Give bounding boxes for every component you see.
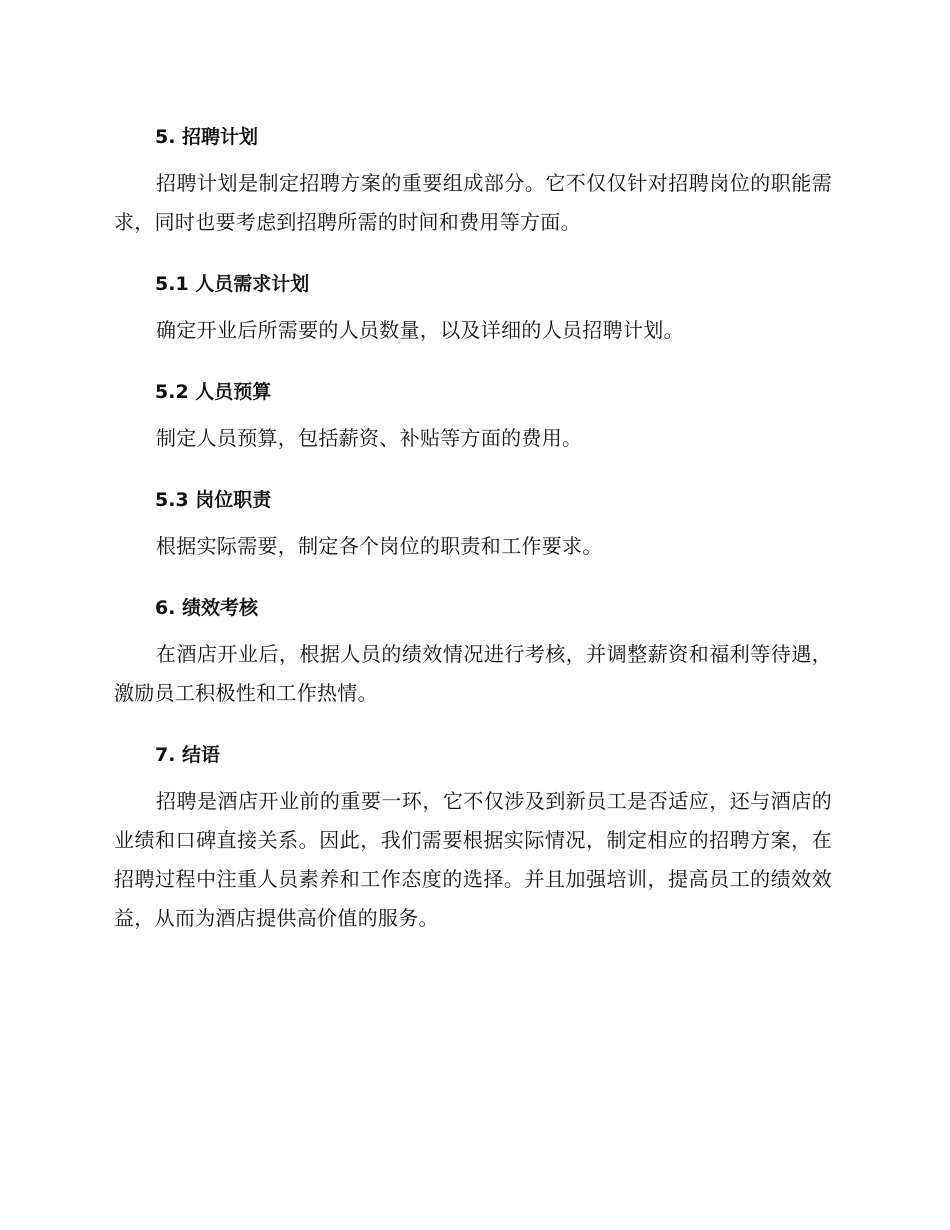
section-heading-staffing-plan: 5.1 人员需求计划 bbox=[155, 273, 310, 295]
paragraph-recruitment-plan: 招聘计划是制定招聘方案的重要组成部分。它不仅仅针对招聘岗位的职能需求，同时也要考虑到招聘所需的时间和费用等方面。 bbox=[114, 171, 832, 234]
paragraph-staff-budget: 制定人员预算，包括薪资、补贴等方面的费用。 bbox=[156, 426, 583, 450]
section-heading-staff-budget: 5.2 人员预算 bbox=[155, 381, 272, 403]
section-heading-performance-review: 6. 绩效考核 bbox=[155, 597, 259, 619]
section-heading-conclusion: 7. 结语 bbox=[155, 744, 221, 766]
paragraph-job-duties: 根据实际需要，制定各个岗位的职责和工作要求。 bbox=[156, 534, 603, 558]
section-heading-recruitment-plan: 5. 招聘计划 bbox=[155, 126, 259, 148]
paragraph-conclusion: 招聘是酒店开业前的重要一环，它不仅涉及到新员工是否适应，还与酒店的业绩和口碑直接关系。因此，我们需要根据实际情况，制定相应的招聘方案，在招聘过程中注重人员素养和工作态度的选择。并且加强培训，提高员工的绩效效益，从而为酒店提供高价值的服务。 bbox=[114, 789, 832, 930]
section-heading-job-duties: 5.3 岗位职责 bbox=[155, 489, 272, 511]
paragraph-staffing-plan: 确定开业后所需要的人员数量，以及详细的人员招聘计划。 bbox=[156, 318, 684, 342]
paragraph-performance-review: 在酒店开业后，根据人员的绩效情况进行考核，并调整薪资和福利等待遇，激励员工积极性和工作热情。 bbox=[114, 642, 832, 705]
document-body bbox=[114, 110, 832, 953]
